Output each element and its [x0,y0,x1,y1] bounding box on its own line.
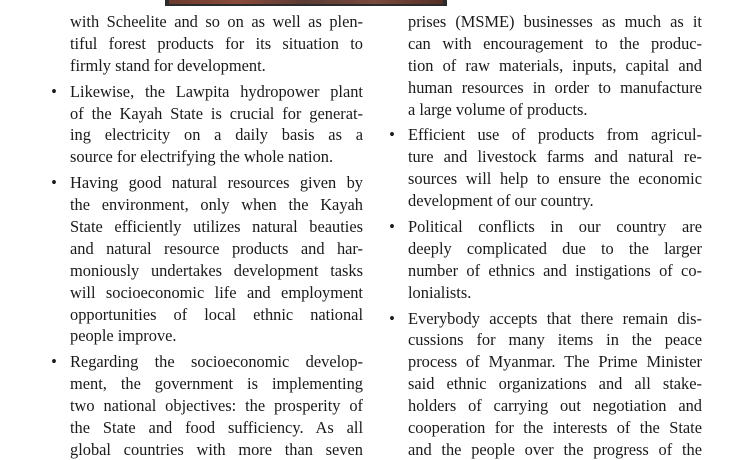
text-line: and the people over the progress of the [408,439,702,459]
text-line: tiful forest products for its situation to [70,33,363,53]
bullet-point-icon: • [51,173,57,193]
text-line: sources will help to ensure the economic [408,169,702,189]
text-line: Having good natural resources given by [70,173,363,193]
text-line: can with encouragement to the produc- [408,33,702,53]
text-line: ture and livestock farms and natural re- [408,147,702,167]
text-line: said ethnic organizations and all stake- [408,374,702,394]
text-line: and natural resource products and har- [70,238,363,258]
text-line: opportunities of local ethnic national [70,304,363,324]
text-line: of the Kayah State is crucial for generat- [70,103,363,123]
photo-crop-top [165,0,447,6]
text-line: with Scheelite and so on as well as plen- [70,12,363,31]
left-text-column [48,11,363,460]
bullet-item [48,172,363,347]
continued-paragraph [48,11,363,77]
text-line: firmly stand for development. [70,55,266,75]
text-line: human resources in order to manufacture [408,77,702,97]
text-line: cooperation for the interests of the State [408,418,702,438]
text-line: Likewise, the Lawpita hydropower plant [70,81,363,101]
text-line: development of our country. [408,191,594,211]
right-text-column [386,11,702,460]
text-line: the environment, only when the Kayah [70,195,363,215]
text-line: deeply complicated due to the larger [408,238,702,258]
text-line: cussions for many items in the peace [408,330,702,350]
bullet-point-icon: • [389,125,395,145]
bullet-point-icon: • [51,352,57,372]
photo-strip [169,0,443,4]
text-line: Political conflicts in our country are [408,217,702,237]
text-line: global countries with more than seven [70,439,363,459]
text-line: will socioeconomic life and employment [70,282,363,302]
text-line: the State and food sufficiency. As all [70,418,363,438]
bullet-item [386,124,702,212]
text-line: people improve. [70,326,177,346]
text-line: Regarding the socioeconomic develop- [70,352,363,372]
bullet-item [386,308,702,460]
text-line: a large volume of products. [408,99,588,119]
bullet-point-icon: • [51,81,57,101]
text-line: ment, the government is implementing [70,374,363,394]
text-line: tion of raw materials, inputs, capital and [408,55,702,75]
text-line: Efficient use of products from agricul- [408,125,702,145]
bullet-item [48,81,363,169]
text-line: prises (MSME) businesses as much as it [408,12,702,31]
bullet-point-icon: • [389,217,395,237]
text-line: lonialists. [408,282,472,302]
bullet-item [386,216,702,304]
text-line: ing electricity on a daily basis as a [70,125,363,145]
text-line: source for electrifying the whole nation. [70,147,334,167]
text-line: Everybody accepts that there remain dis- [408,308,702,328]
text-line: moniously undertakes development tasks [70,260,363,280]
text-line: State efficiently utilizes natural beauties [70,217,363,237]
continued-paragraph [386,11,702,120]
bullet-point-icon: • [389,308,395,328]
text-line: number of ethnics and instigations of co- [408,260,702,280]
text-line: process of Myanmar. The Prime Minister [408,352,702,372]
text-line: two national objectives: the prosperity of [70,396,363,416]
text-line: holders of carrying out negotiation and [408,396,702,416]
bullet-item [48,351,363,460]
